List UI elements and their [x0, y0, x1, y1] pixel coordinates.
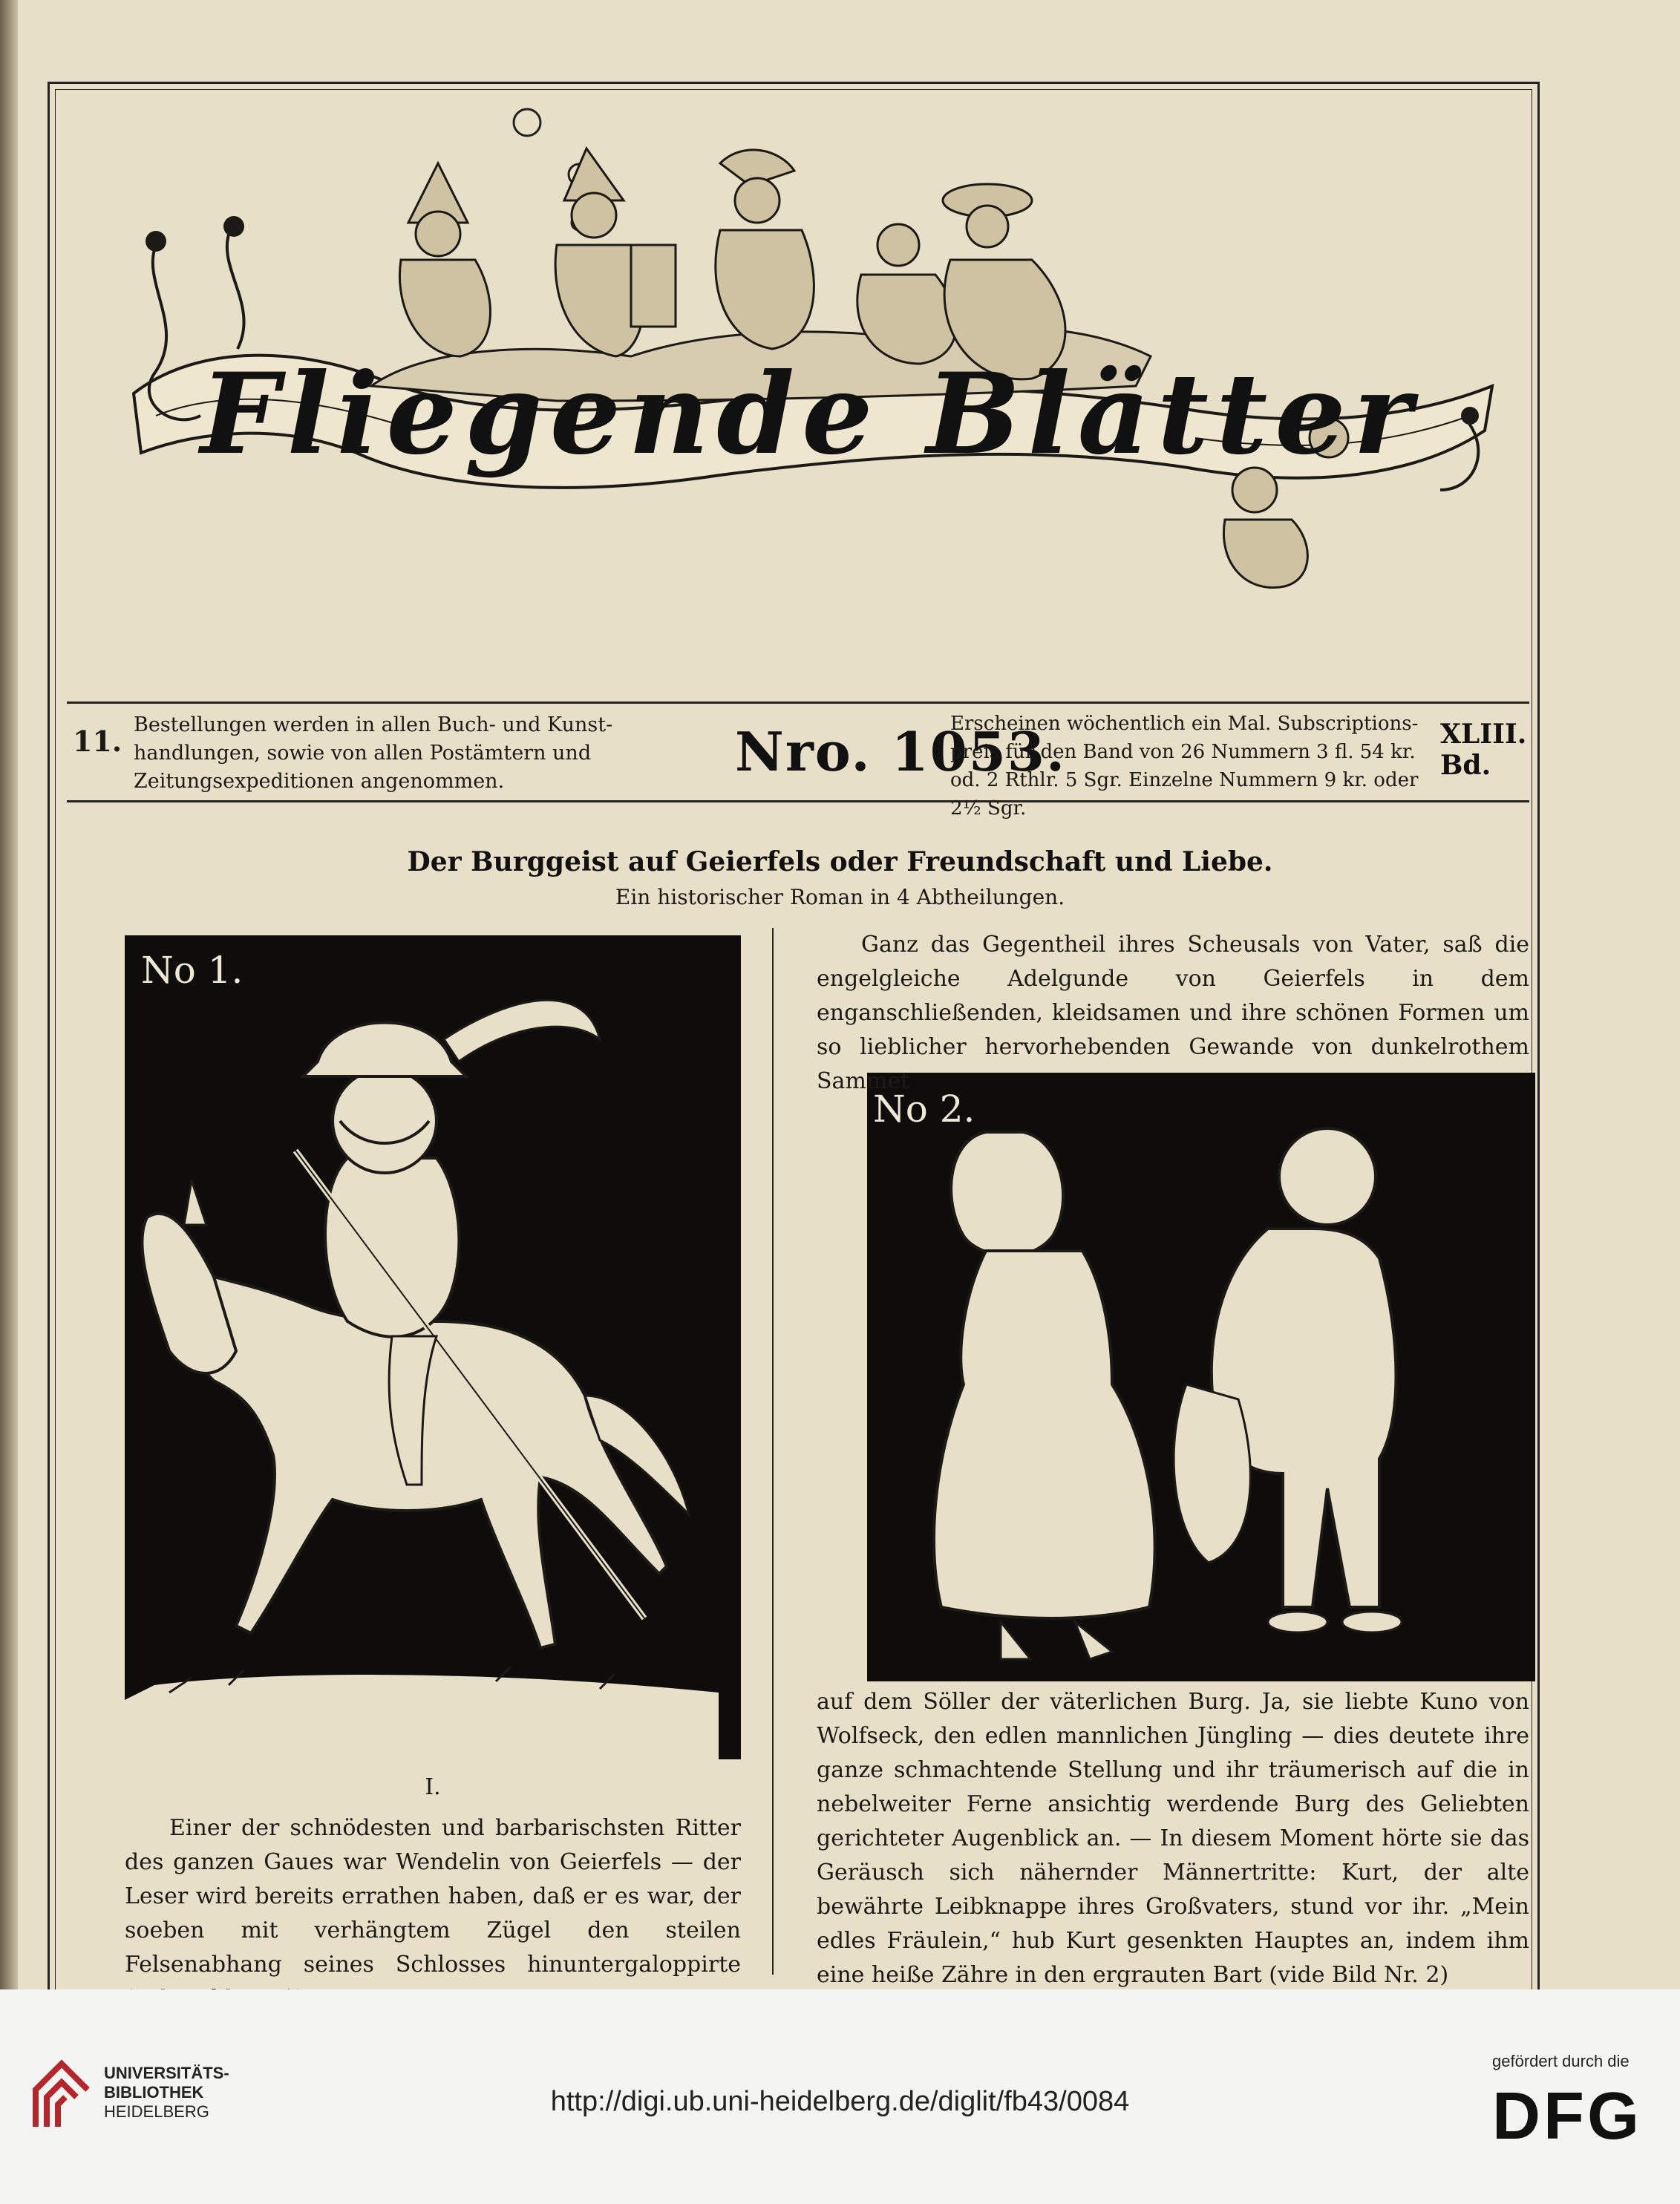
right-column-top: [817, 928, 1529, 1099]
right-column-top-paragraph: Ganz das Gegentheil ihres Scheusals von Vater, saß die engelgleiche Adelgunde von Geierfels in dem enganschließenden, kleidsamen und ihre schönen Formen um so lieblicher hervorhebenden Gewande von dunkelrothem Sammet: [817, 932, 1529, 1094]
subscription-line-2: preis für den Band von 26 Nummern 3 fl. 54 kr.: [950, 741, 1416, 763]
knight-drawing: [125, 935, 741, 1759]
figure-lady-and-servant: [867, 1073, 1535, 1681]
left-column-paragraph: Einer der schnödesten und barbarischsten Ritter des ganzen Gaues war Wendelin von Geierfels — der Leser wird bereits errathen haben, daß er es war, der soeben mit verhängtem Zügel den steilen Felsenabhang seines Schlosses hinuntergaloppirte: [125, 1815, 741, 1978]
figure1-label: No 1.: [141, 949, 243, 992]
ordering-info: [134, 711, 720, 796]
subscription-info: [950, 710, 1425, 823]
ordering-line-3: Zeitungsexpeditionen angenommen.: [134, 770, 505, 793]
library-name-line-1: UNIVERSITÄTS-: [104, 2064, 229, 2082]
library-name-line-3: HEIDELBERG: [104, 2102, 209, 2121]
masthead-drawing: [111, 104, 1507, 668]
ordering-line-1: Bestellungen werden in allen Buch- und Kunst-: [134, 713, 613, 736]
right-column-bottom: [817, 1685, 1529, 1992]
article-subtitle: Ein historischer Roman in 4 Abtheilungen.: [615, 885, 1065, 909]
issue-number: Nro. 1053.: [735, 720, 1067, 783]
masthead-illustration: [111, 104, 1507, 668]
library-name-line-2: BIBLIOTHEK: [104, 2083, 204, 2102]
figure-knight-on-horse: [125, 935, 741, 1759]
subscription-line-3: od. 2 Rthlr. 5 Sgr. Einzelne Nummern 9 kr. oder 2½ Sgr.: [950, 769, 1419, 820]
lady-servant-drawing: [867, 1073, 1535, 1681]
volume-number: XLIII. Bd.: [1440, 719, 1527, 781]
issue-prefix: 11.: [73, 725, 122, 758]
page-gutter-shadow: [0, 0, 18, 1989]
masthead-title: Fliegende Blätter: [200, 349, 1419, 480]
funding-label: gefördert durch die: [1492, 2052, 1630, 2070]
ordering-line-2: handlungen, sowie von allen Postämtern und: [134, 742, 592, 765]
issue-info-band: [67, 702, 1529, 820]
article-title: Der Burggeist auf Geierfels oder Freundschaft und Liebe.: [407, 846, 1273, 877]
right-column-bottom-paragraph: auf dem Söller der väterlichen Burg. Ja, sie liebte Kuno von Wolfseck, den edlen mannlichen Jüngling — dies deutete ihre ganze schmachtende Stellung und ihr träumerisch auf die in nebelweiter Ferne ansichtig werdende Burg des Geliebten gerichteter Augenblick an. — In diesem Moment hörte sie das Geräusch sich nähernder Männertritte: Kurt, der alte bewährte Leibknappe ihres Großvaters, stund vor ihr. „Mein edles Fräulein,“ hub Kurt gesenkten Hauptes an, indem ihm eine heiße Zähre in den ergrauten Bart (vide Bild Nr. 2): [817, 1689, 1529, 1988]
document-url-link[interactable]: http://digi.ub.uni-heidelberg.de/diglit/fb43/0084: [550, 2086, 1130, 2117]
dfg-logo[interactable]: DFG: [1492, 2079, 1642, 2154]
section-number: I.: [425, 1774, 441, 1800]
figure2-label: No 2.: [873, 1088, 975, 1131]
subscription-line-1: Erscheinen wöchentlich ein Mal. Subscriptions-: [950, 713, 1419, 735]
column-divider: [772, 928, 774, 1975]
left-column: [125, 1811, 741, 2016]
